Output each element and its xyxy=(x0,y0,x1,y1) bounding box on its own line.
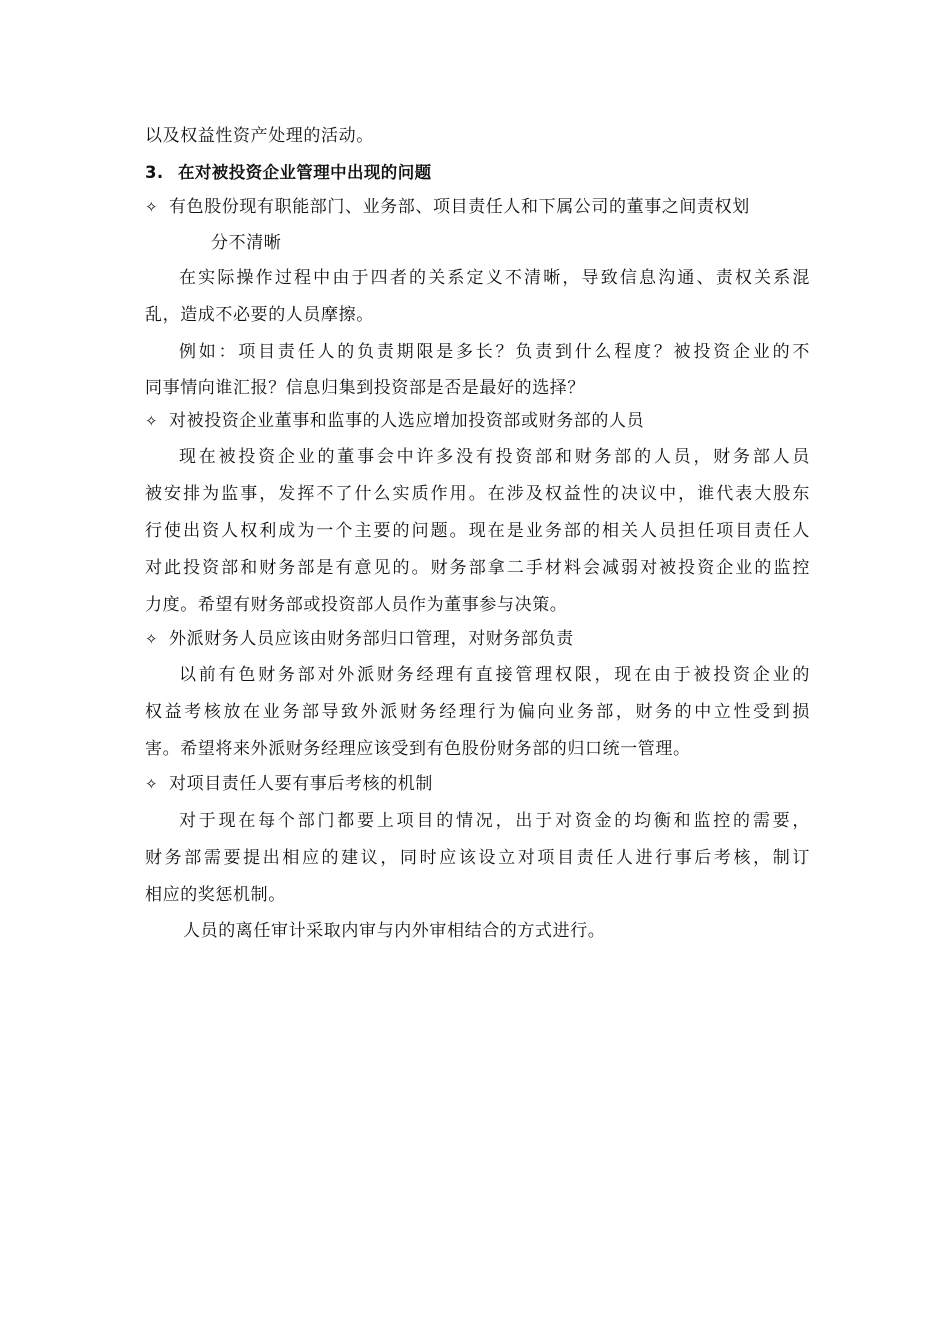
bullet-item xyxy=(145,773,433,795)
bullet-text: 对被投资企业董事和监事的人选应增加投资部或财务部的人员 xyxy=(169,411,645,431)
section-number: 3. xyxy=(145,163,164,182)
paragraph-line: 以及权益性资产处理的活动。 xyxy=(145,126,374,146)
paragraph-line: 权益考核放在业务部导致外派财务经理行为偏向业务部，财务的中立性受到损 xyxy=(145,702,810,722)
bullet-text: 有色股份现有职能部门、业务部、项目责任人和下属公司的董事之间责权划 xyxy=(169,197,750,217)
bullet-text: 对项目责任人要有事后考核的机制 xyxy=(169,774,433,794)
section-title: 在对被投资企业管理中出现的问题 xyxy=(178,163,432,182)
paragraph-line: 对此投资部和财务部是有意见的。财务部拿二手材料会减弱对被投资企业的监控 xyxy=(145,558,810,578)
paragraph-line: 相应的奖惩机制。 xyxy=(145,885,286,905)
paragraph-line: 同事情向谁汇报？信息归集到投资部是否是最好的选择？ xyxy=(145,378,585,398)
bullet-item xyxy=(145,196,750,218)
diamond-bullet-icon: ✧ xyxy=(145,198,159,216)
diamond-bullet-icon: ✧ xyxy=(145,412,159,430)
bullet-text: 外派财务人员应该由财务部归口管理，对财务部负责 xyxy=(169,629,574,649)
paragraph-line: 害。希望将来外派财务经理应该受到有色股份财务部的归口统一管理。 xyxy=(145,739,691,759)
paragraph-line: 被安排为监事，发挥不了什么实质作用。在涉及权益性的决议中，谁代表大股东 xyxy=(145,484,810,504)
paragraph-line: 乱，造成不必要的人员摩擦。 xyxy=(145,305,374,325)
paragraph-line: 在实际操作过程中由于四者的关系定义不清晰，导致信息沟通、责权关系混 xyxy=(179,268,810,288)
paragraph-line: 人员的离任审计采取内审与内外审相结合的方式进行。 xyxy=(183,921,606,941)
paragraph-line: 现在被投资企业的董事会中许多没有投资部和财务部的人员，财务部人员 xyxy=(179,447,810,467)
paragraph-line: 例如：项目责任人的负责期限是多长？负责到什么程度？被投资企业的不 xyxy=(179,342,810,362)
paragraph-line: 以前有色财务部对外派财务经理有直接管理权限，现在由于被投资企业的 xyxy=(179,665,810,685)
diamond-bullet-icon: ✧ xyxy=(145,630,159,648)
section-heading xyxy=(145,162,432,184)
paragraph-line: 对于现在每个部门都要上项目的情况，出于对资金的均衡和监控的需要， xyxy=(179,811,810,831)
paragraph-line: 行使出资人权利成为一个主要的问题。现在是业务部的相关人员担任项目责任人 xyxy=(145,521,810,541)
bullet-item xyxy=(145,628,574,650)
diamond-bullet-icon: ✧ xyxy=(145,775,159,793)
bullet-item xyxy=(145,410,644,432)
paragraph-line: 财务部需要提出相应的建议，同时应该设立对项目责任人进行事后考核，制订 xyxy=(145,848,810,868)
bullet-text-continued: 分不清晰 xyxy=(211,233,282,253)
paragraph-line: 力度。希望有财务部或投资部人员作为董事参与决策。 xyxy=(145,595,568,615)
